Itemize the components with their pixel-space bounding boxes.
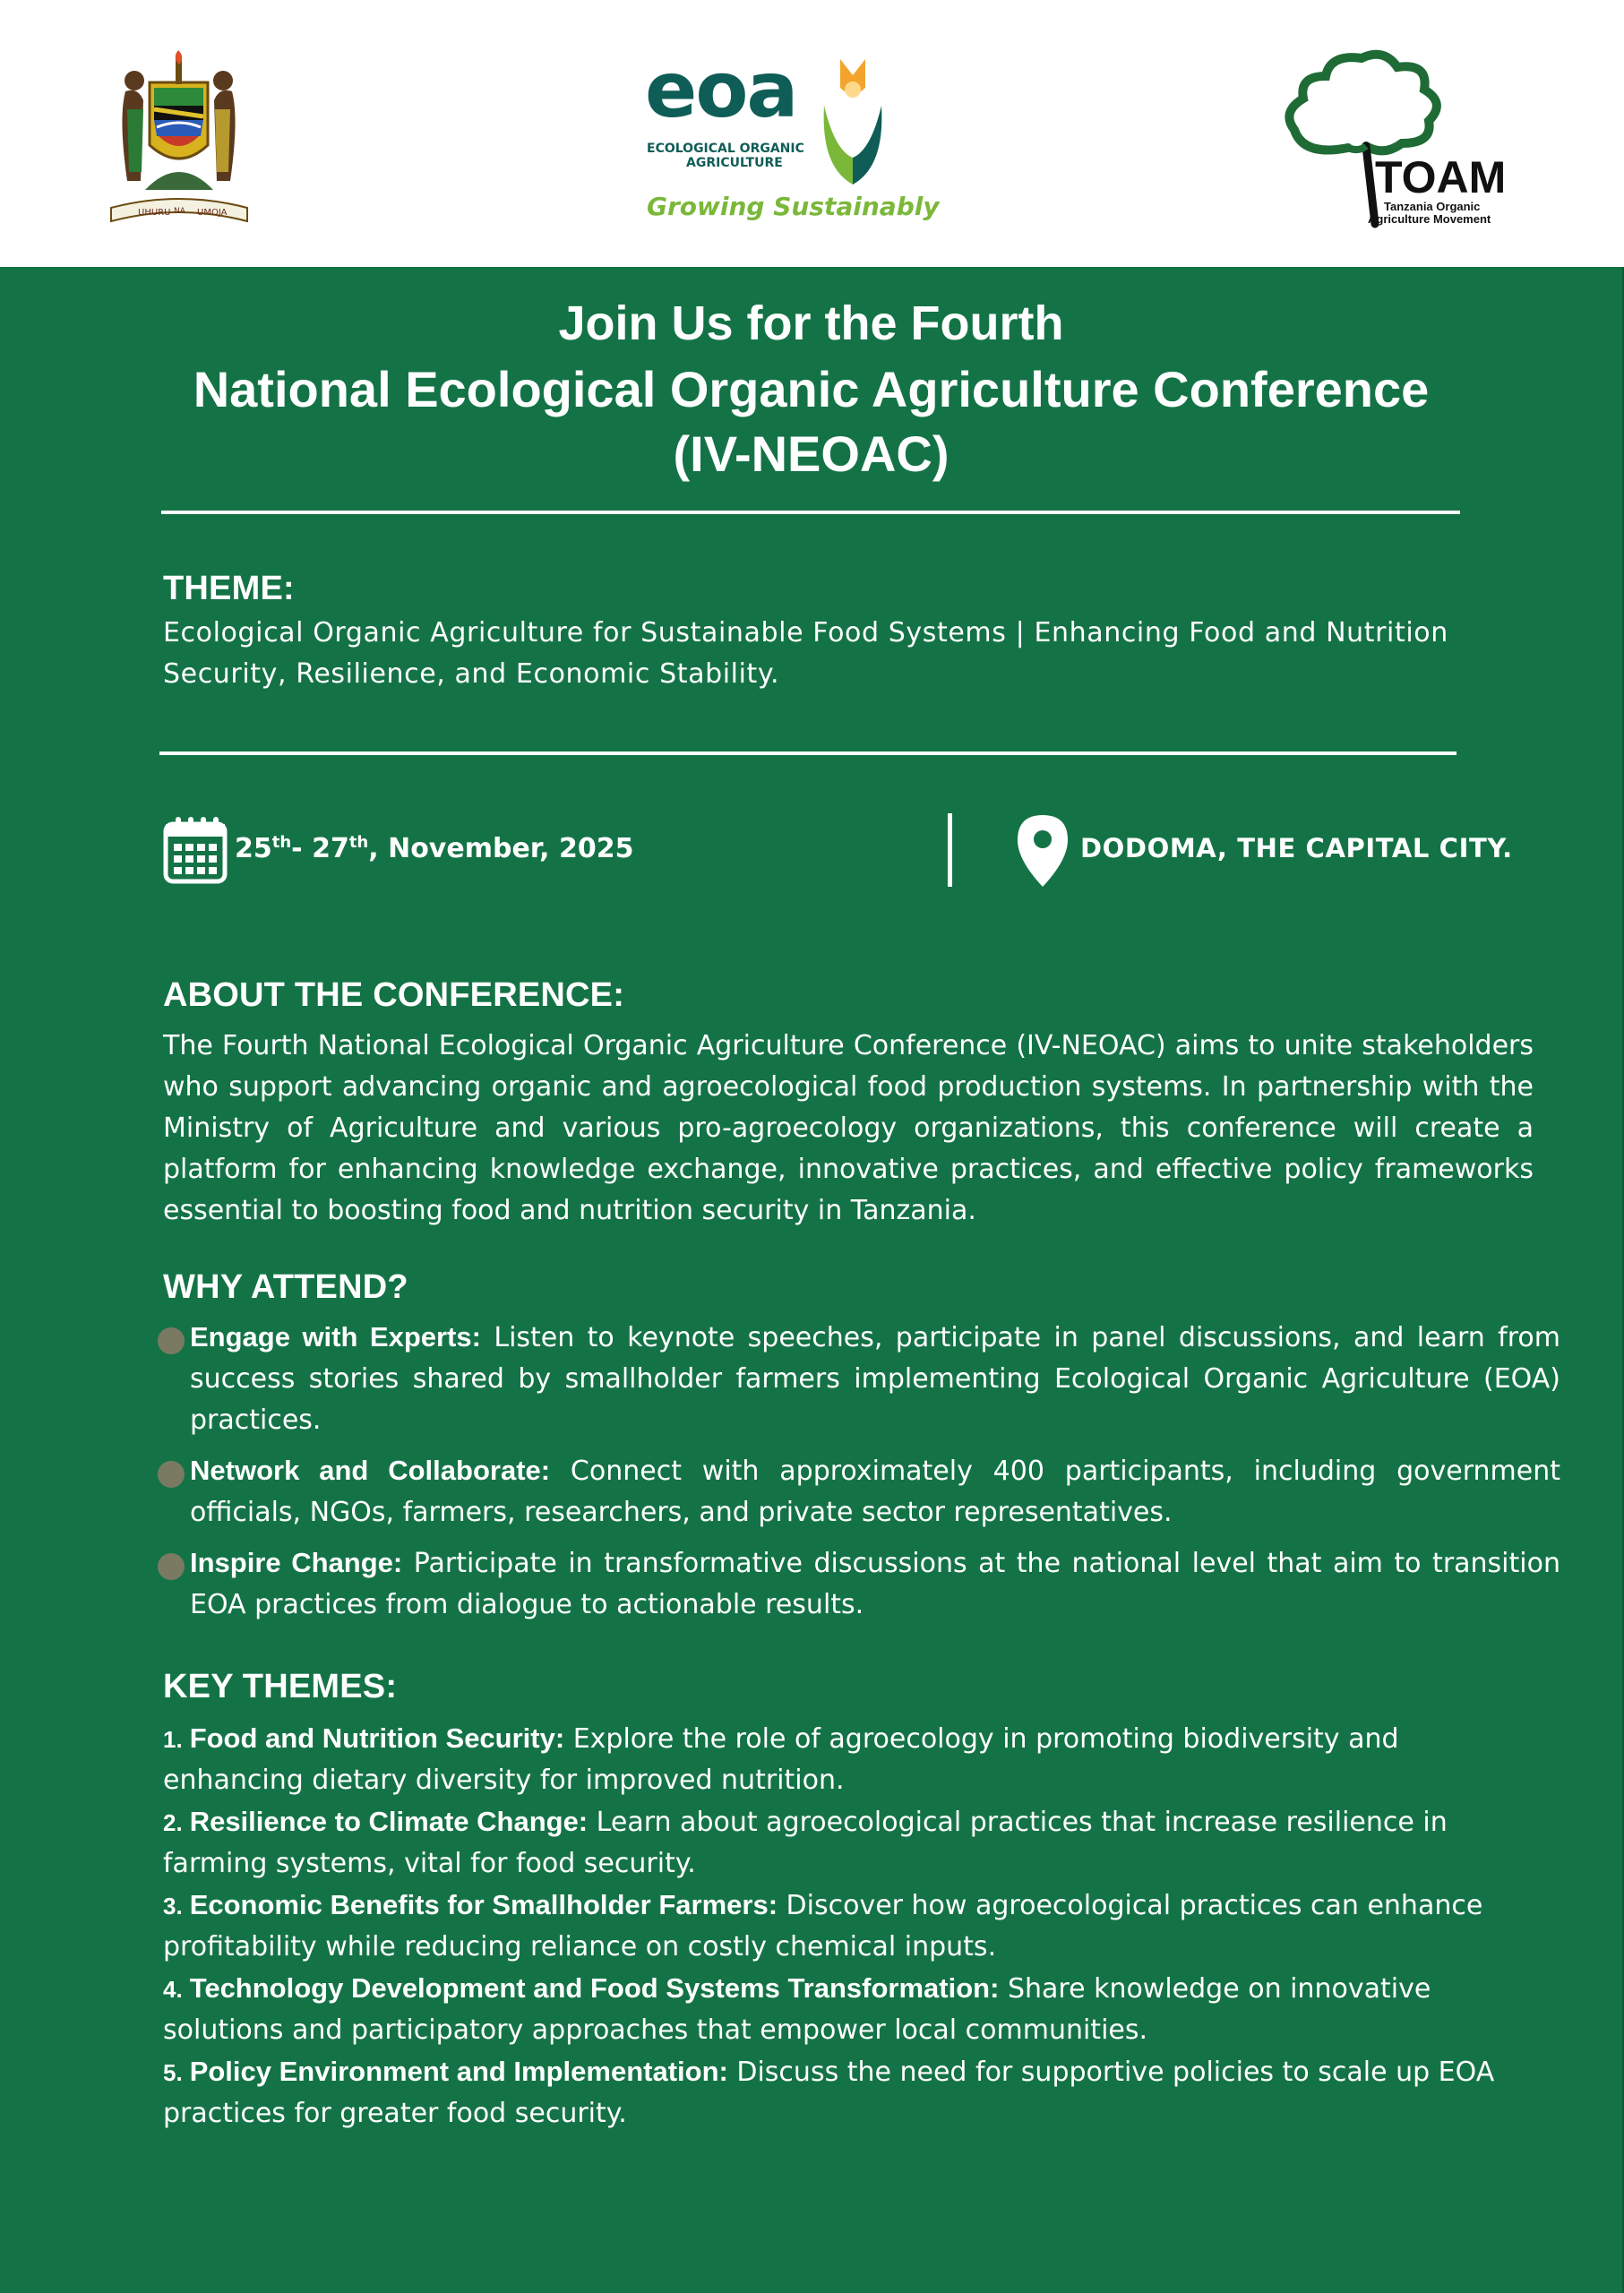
why-item-text: Listen to keynote speeches, participate in panel discussions, and learn from success stories shared by smallholder farmers implementing Ecological Organic Agriculture (EOA) practices. bbox=[190, 1322, 1560, 1436]
coat-motto-right: UMOJA bbox=[197, 208, 228, 218]
hero-title: National Ecological Organic Agriculture Conference bbox=[193, 361, 1430, 417]
list-item bbox=[163, 1968, 1525, 2051]
hero-line-1: Join Us for the Fourth bbox=[558, 296, 1064, 350]
why-item-title: Inspire Change: bbox=[190, 1547, 403, 1578]
calendar-icon bbox=[163, 815, 228, 885]
list-item bbox=[154, 1450, 1560, 1533]
eoa-tagline: Growing Sustainably bbox=[647, 192, 940, 221]
toam-line1: Tanzania Organic bbox=[1384, 200, 1481, 213]
event-date bbox=[235, 833, 634, 864]
theme-text: Ecological Organic Agriculture for Sustainable Food Systems | Enhancing Food and Nutrition Security, Resilience, and Economic Stability. bbox=[163, 617, 1448, 690]
event-location: DODOMA, THE CAPITAL CITY. bbox=[1080, 833, 1513, 863]
key-item-text: Discuss the need for supportive policies to scale up EOA practices for greater food security. bbox=[163, 2057, 1495, 2129]
date-day-start: 25 bbox=[235, 833, 272, 864]
key-themes-list bbox=[163, 1718, 1525, 2134]
date-location-separator bbox=[948, 813, 952, 887]
divider-middle bbox=[159, 751, 1456, 755]
why-item-title: Engage with Experts: bbox=[190, 1321, 481, 1353]
key-item-number: 5. bbox=[163, 2059, 183, 2086]
coat-motto-mid: NA bbox=[174, 207, 185, 216]
why-attend-heading: WHY ATTEND? bbox=[163, 1268, 408, 1306]
list-item bbox=[163, 1801, 1525, 1885]
key-item-text: Discover how agroecological practices can enhance profitability while reducing reliance on costly chemical inputs. bbox=[163, 1890, 1483, 1962]
bullet-icon bbox=[158, 1553, 185, 1580]
key-themes-heading: KEY THEMES: bbox=[163, 1668, 398, 1705]
key-item-text: Learn about agroecological practices that increase resilience in farming systems, vital for food security. bbox=[163, 1807, 1448, 1879]
toam-wordmark: TOAM bbox=[1375, 152, 1507, 202]
coat-motto-left: UHURU bbox=[138, 208, 171, 218]
key-item-text: Share knowledge on innovative solutions and participatory approaches that empower local communities. bbox=[163, 1973, 1431, 2046]
key-item-title: Economic Benefits for Smallholder Farmers: bbox=[189, 1889, 778, 1920]
key-item-number: 4. bbox=[163, 1976, 183, 2003]
toam-line2: Agriculture Movement bbox=[1368, 212, 1491, 226]
divider-top bbox=[161, 511, 1460, 514]
bullet-icon bbox=[158, 1461, 185, 1488]
about-text: The Fourth National Ecological Organic Agriculture Conference (IV-NEOAC) aims to unite stakeholders who support advancing organic and agroecological food production systems. In partnership with the Ministry of Agriculture and various pro-agroecology organizations, this conference will create a platform for enhancing knowledge exchange, innovative practices, and effective policy frameworks essential to boosting food and nutrition security in Tanzania. bbox=[163, 1030, 1534, 1226]
key-item-number: 3. bbox=[163, 1893, 183, 1919]
toam-logo bbox=[1276, 49, 1527, 228]
eoa-wordmark: eoa bbox=[645, 46, 797, 135]
date-day-end: - 27 bbox=[291, 833, 349, 864]
why-item-text: Participate in transformative discussions at the national level that aim to transition EOA practices from dialogue to actionable results. bbox=[190, 1548, 1560, 1620]
date-month-year: , November, 2025 bbox=[368, 833, 634, 864]
eoa-line2: AGRICULTURE bbox=[686, 156, 783, 170]
key-item-title: Food and Nutrition Security: bbox=[189, 1722, 565, 1754]
list-item bbox=[163, 2051, 1525, 2134]
key-item-title: Technology Development and Food Systems Transformation: bbox=[189, 1972, 1000, 2004]
date-suffix-1: th bbox=[271, 833, 292, 852]
list-item bbox=[154, 1542, 1560, 1626]
hero-acronym: (IV-NEOAC) bbox=[673, 425, 949, 482]
key-item-number: 1. bbox=[163, 1726, 183, 1753]
key-item-title: Policy Environment and Implementation: bbox=[189, 2056, 728, 2087]
date-suffix-2: th bbox=[348, 833, 369, 852]
location-pin-icon bbox=[1016, 813, 1070, 889]
eoa-logo bbox=[645, 46, 940, 231]
list-item bbox=[163, 1718, 1525, 1801]
list-item bbox=[163, 1885, 1525, 1968]
key-item-number: 2. bbox=[163, 1809, 183, 1836]
key-item-text: Explore the role of agroecology in promoting biodiversity and enhancing dietary diversity for improved nutrition. bbox=[163, 1723, 1399, 1796]
about-heading: ABOUT THE CONFERENCE: bbox=[163, 976, 625, 1014]
bullet-icon bbox=[158, 1327, 185, 1354]
why-attend-list bbox=[154, 1317, 1560, 1635]
tanzania-coat-of-arms-logo bbox=[100, 47, 257, 226]
eoa-line1: ECOLOGICAL ORGANIC bbox=[647, 142, 804, 156]
why-item-text: Connect with approximately 400 participants, including government officials, NGOs, farmers, researchers, and private sector representatives. bbox=[190, 1456, 1561, 1528]
theme-heading: THEME: bbox=[163, 570, 295, 607]
logo-header bbox=[0, 0, 1622, 267]
list-item bbox=[154, 1317, 1560, 1441]
why-item-title: Network and Collaborate: bbox=[190, 1455, 551, 1486]
key-item-title: Resilience to Climate Change: bbox=[189, 1806, 589, 1837]
